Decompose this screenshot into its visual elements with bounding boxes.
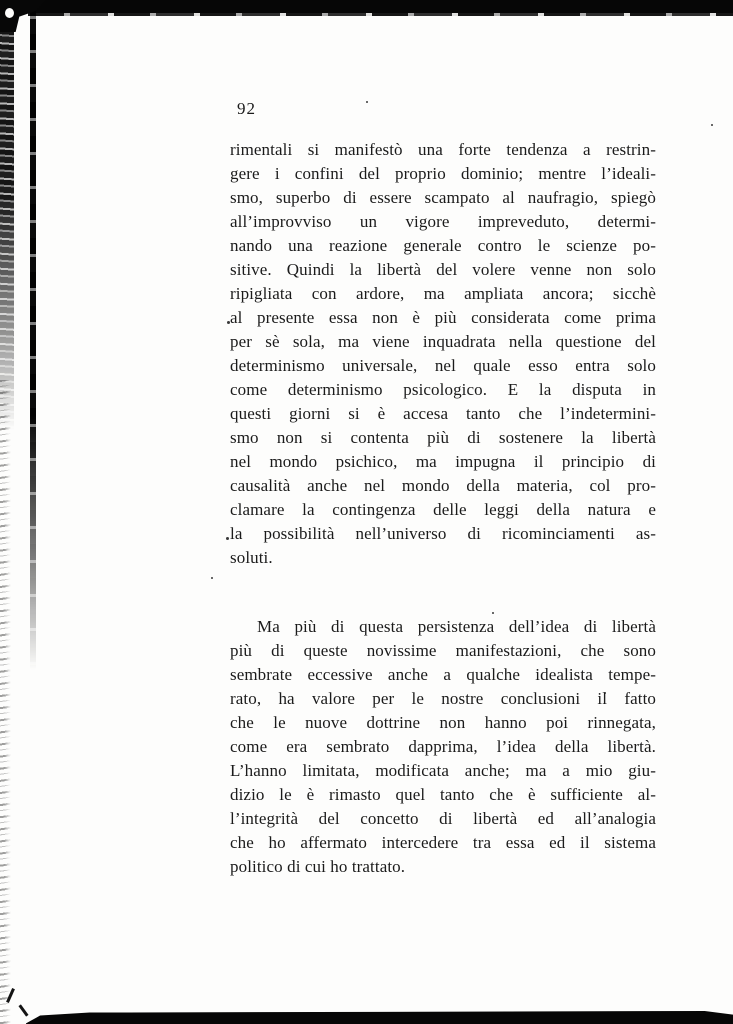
text-line: al presente essa non è più considerata come prima (230, 308, 656, 327)
text-line: politico di cui ho trattato. (230, 857, 406, 876)
scan-speck (366, 101, 368, 103)
text-line: che le nuove dottrine non hanno poi rinnegata, (230, 713, 656, 732)
page-number: 92 (237, 99, 256, 118)
text-line: questi giorni si è accesa tanto che l’indetermini- (230, 404, 656, 423)
text-line: più di queste novissime manifestazioni, che sono (230, 641, 656, 660)
text-line: causalità anche nel mondo della materia, col pro- (230, 476, 656, 495)
scan-speck (211, 577, 213, 579)
scan-corner-top-left (0, 0, 46, 32)
text-line: determinismo universale, nel quale esso entra solo (230, 356, 656, 375)
text-line: nel mondo psichico, ma impugna il principio di (230, 452, 656, 471)
text-line: l’integrità del concetto di libertà ed all’analogia (230, 809, 656, 828)
text-line: Ma più di questa persistenza dell’idea di libertà (257, 617, 656, 636)
scan-edge-bottom (26, 1011, 733, 1024)
scan-tick-mark (18, 1004, 28, 1016)
text-line: smo non si contenta più di sostenere la libertà (230, 428, 656, 447)
text-line: la possibilità nell’universo di ricominciamenti as- (230, 524, 656, 543)
scan-edge-left-line (30, 0, 36, 670)
paragraph (230, 138, 656, 570)
text-line: all’improvviso un vigore impreveduto, determi- (230, 212, 656, 231)
paragraph (230, 615, 656, 879)
text-line: come era sembrato dapprima, l’idea della libertà. (230, 737, 656, 756)
text-line: gere i confini del proprio dominio; mentre l’ideali- (230, 164, 656, 183)
text-line: come determinismo psicologico. E la disputa in (230, 380, 656, 399)
text-line: clamare la contingenza delle leggi della natura e (230, 500, 656, 519)
text-line: dizio le è rimasto quel tanto che è sufficiente al- (230, 785, 656, 804)
text-line: sitive. Quindi la libertà del volere venne non solo (230, 260, 656, 279)
text-line: rato, ha valore per le nostre conclusioni il fatto (230, 689, 656, 708)
text-line: che ho affermato intercedere tra essa ed il sistema (230, 833, 656, 852)
text-line: L’hanno limitata, modificata anche; ma a mio giu- (230, 761, 656, 780)
scan-edge-left-noise (0, 380, 11, 1024)
text-line: smo, superbo di essere scampato al naufragio, spiegò (230, 188, 656, 207)
scan-speck (226, 537, 229, 540)
scan-edge-top (0, 0, 733, 13)
text-block (230, 138, 656, 879)
text-line: nando una reazione generale contro le scienze po- (230, 236, 656, 255)
text-line: per sè sola, ma viene inquadrata nella questione del (230, 332, 656, 351)
text-line: soluti. (230, 548, 273, 567)
text-line: ripigliata con ardore, ma ampliata ancora; sicchè (230, 284, 656, 303)
text-line: sembrate eccessive anche a qualche idealista tempe- (230, 665, 656, 684)
text-line: rimentali si manifestò una forte tendenza a restrin- (230, 140, 656, 159)
scan-speck (711, 124, 713, 126)
scan-edge-left-band (0, 0, 14, 430)
